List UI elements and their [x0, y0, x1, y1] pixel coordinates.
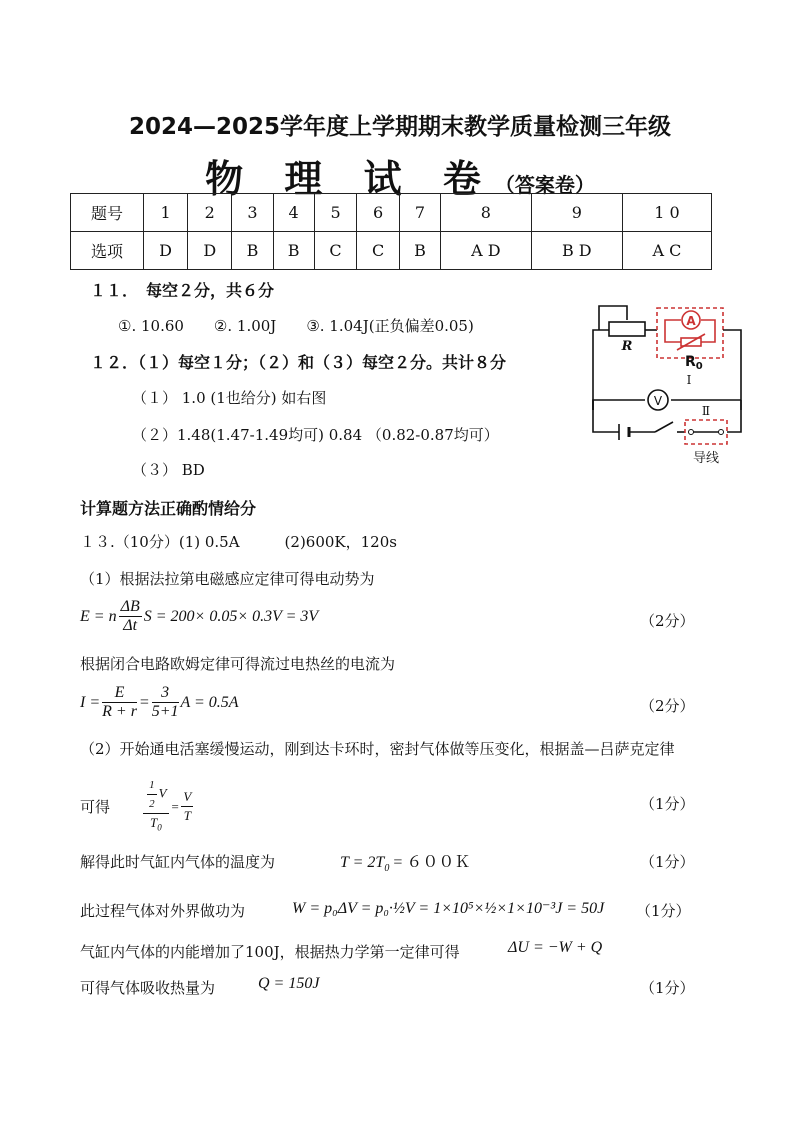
- equation-3: 可得 $\frac{1}{2}$ V $T_0$ = $\frac{V}{T}$: [80, 776, 195, 837]
- exam-title: 2024—2025学年度上学期期末教学质量检测三年级: [128, 114, 672, 140]
- table-cell: B D: [531, 232, 622, 270]
- fraction: [119, 598, 142, 635]
- table-cell: 4: [273, 194, 314, 232]
- denominator: Δt: [123, 617, 138, 634]
- table-cell: 8: [441, 194, 532, 232]
- eq7: Q = 150J: [258, 975, 320, 992]
- eq6: ΔU = −W + Q: [508, 939, 603, 956]
- rheostat-slider: [599, 306, 627, 330]
- table-cell: D: [188, 232, 232, 270]
- eq1-rest: S = 200× 0.05× 0.3V = 3V: [143, 608, 319, 625]
- wire: [665, 330, 681, 342]
- denominator: T: [183, 807, 191, 823]
- switch: [655, 422, 673, 432]
- eq1-lhs: E = n: [80, 608, 117, 625]
- wire: [593, 330, 609, 410]
- denominator: $T_0$: [149, 815, 162, 833]
- terminal: [719, 430, 724, 435]
- table-cell: B: [232, 232, 273, 270]
- wire: [701, 320, 715, 330]
- wire: [665, 320, 681, 330]
- table-header-cell: 选项: [71, 232, 144, 270]
- label-I: I: [686, 373, 692, 387]
- table-cell: A C: [622, 232, 711, 270]
- score: （1分）: [640, 853, 695, 871]
- q12-heading: １２．（１）每空１分；（２）和（３）每空２分。共计８分: [90, 353, 507, 372]
- table-cell: B: [273, 232, 314, 270]
- table-row: [71, 194, 712, 232]
- numerator: V: [181, 788, 193, 807]
- numerator: 3: [152, 684, 179, 703]
- score: （2分）: [640, 697, 695, 715]
- rheostat-R: [609, 322, 645, 336]
- eq2-lhs: I =: [80, 694, 101, 711]
- q13-heading: １３.（10分）(1) 0.5A (2)600K，120s: [80, 533, 397, 551]
- R0-label: $R_0$: [685, 354, 703, 372]
- denominator: 2: [149, 798, 155, 810]
- volume-symbol: V: [158, 785, 167, 801]
- score: （1分）: [640, 795, 695, 813]
- table-cell: 3: [232, 194, 273, 232]
- wire: [727, 400, 741, 432]
- denominator: 5+1: [151, 703, 179, 720]
- fraction: [102, 684, 137, 721]
- subject-note: （答案卷）: [494, 173, 595, 197]
- table-cell: 2: [188, 194, 232, 232]
- denominator: R + r: [102, 703, 137, 720]
- numerator: ΔB: [120, 598, 140, 615]
- circuit-diagram: [585, 300, 755, 470]
- wire-label: 导线: [692, 451, 720, 466]
- fraction: [143, 776, 168, 837]
- q13-part4: 解得此时气缸内气体的温度为: [80, 853, 276, 871]
- table-header-cell: 题号: [71, 194, 144, 232]
- voltmeter-label: V: [653, 394, 663, 408]
- fraction: [147, 776, 157, 813]
- q13-part3: （2）开始通电活塞缓慢运动，刚到达卡环时，密封气体做等压变化，根据盖—吕萨克定律: [80, 740, 675, 758]
- table-cell: 9: [531, 194, 622, 232]
- q13-part1: （1）根据法拉第电磁感应定律可得电动势为: [80, 570, 375, 588]
- table-cell: 7: [399, 194, 440, 232]
- q11-answers: ①. 10.60 ②. 1.00J ③. 1.04J(正负偏差0.05): [118, 317, 474, 335]
- table-row: [71, 232, 712, 270]
- q11-heading: １１． 每空２分，共６分: [90, 281, 275, 300]
- table-cell: 1 0: [622, 194, 711, 232]
- q13-part7: 可得气体吸收热量为: [80, 979, 216, 997]
- ammeter-label: A: [686, 314, 696, 328]
- q13-part6: 气缸内气体的内能增加了100J，根据热力学第一定律可得: [80, 943, 460, 961]
- eq5: W = p₀ΔV = p₀·½V = 1×10⁵×½×1×10⁻³J = 50J: [292, 900, 605, 917]
- fraction: [152, 684, 179, 721]
- q12-part2: （２）1.48(1.47-1.49均可) 0.84 （0.82-0.87均可）: [132, 426, 499, 444]
- table-cell: B: [399, 232, 440, 270]
- table-cell: 1: [144, 194, 188, 232]
- wire: [593, 400, 619, 432]
- q12-part1: （１） 1.0 (1也给分) 如右图: [132, 389, 327, 407]
- wire: [593, 400, 645, 410]
- equation-2: [80, 684, 239, 721]
- terminal: [689, 430, 694, 435]
- q12-part3: （３） BD: [132, 461, 205, 479]
- wire: [723, 330, 741, 410]
- q13-part5: 此过程气体对外界做功为: [80, 902, 246, 920]
- equation-1: [80, 598, 318, 635]
- eq4: $T = 2T_0$ = ６００Ｋ: [340, 854, 471, 875]
- table-cell: C: [314, 232, 357, 270]
- table-cell: A D: [441, 232, 532, 270]
- table-cell: C: [357, 232, 400, 270]
- rheostat-label: R: [621, 339, 633, 354]
- q13-part2: 根据闭合电路欧姆定律可得流过电热丝的电流为: [80, 655, 396, 673]
- score: （2分）: [640, 612, 695, 630]
- eq3-label: 可得: [80, 797, 111, 816]
- grading-note: 计算题方法正确酌情给分: [80, 499, 257, 518]
- label-II: Ⅱ: [701, 404, 711, 418]
- table-cell: 5: [314, 194, 357, 232]
- numerator: [143, 776, 168, 814]
- numerator: E: [102, 684, 137, 703]
- answer-table: [70, 193, 712, 270]
- subject-name: 物 理 试 卷: [205, 156, 495, 201]
- score: （1分）: [636, 902, 691, 920]
- table-cell: 6: [357, 194, 400, 232]
- table-cell: D: [144, 232, 188, 270]
- numerator: 1: [147, 776, 157, 795]
- fraction: [181, 788, 193, 825]
- eq2-equals: =: [138, 694, 150, 711]
- score: （1分）: [640, 979, 695, 997]
- eq2-rest: A = 0.5A: [180, 694, 239, 711]
